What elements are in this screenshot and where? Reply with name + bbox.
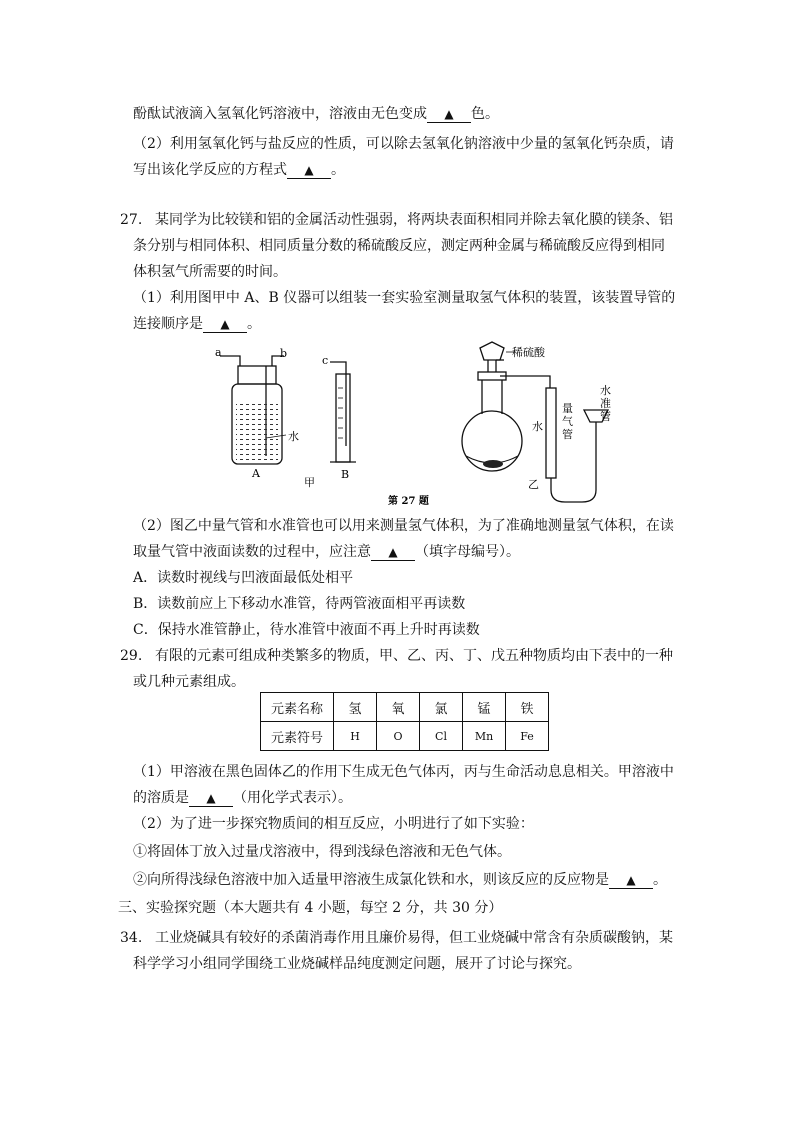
table-cell: 氯 (420, 693, 463, 722)
text-span: 。 (247, 316, 261, 332)
text-line: （2）为了进一步探究物质间的相互反应，小明进行了如下实验： (133, 816, 534, 832)
table-cell: H (334, 722, 377, 751)
apparatus-figure (210, 338, 630, 510)
table-cell: 氢 (334, 693, 377, 722)
answer-blank: ▲ (203, 316, 247, 333)
option-a: A．读数时视线与凹液面最低处相平 (133, 570, 354, 586)
text-span: ②向所得浅绿色溶液中加入适量甲溶液生成氯化铁和水，则该反应的反应物是 (133, 872, 609, 888)
text-span: 取量气管中液面读数的过程中，应注意 (133, 544, 371, 560)
text-line: （1）甲溶液在黑色固体乙的作用下生成无色气体丙，丙与生命活动息息相关。甲溶液中 (133, 764, 674, 780)
text-line (133, 870, 667, 890)
label-a: a (215, 346, 222, 359)
figure-caption: 第 27 题 (388, 496, 429, 507)
gas-tube-label-2: 气 (562, 415, 573, 428)
element-table (260, 692, 549, 751)
text-line: 某同学为比较镁和铝的金属活动性强弱，将两块表面积相同并除去氧化膜的镁条、铝 (155, 212, 673, 228)
section-heading: 三、实验探究题（本大题共有 4 小题，每空 2 分，共 30 分） (118, 900, 503, 916)
text-span: 色。 (471, 106, 499, 122)
table-row (261, 722, 549, 751)
level-tube-label-3: 管 (600, 410, 611, 423)
level-tube-label-2: 准 (600, 397, 611, 410)
text-line: 体积氢气所需要的时间。 (133, 264, 287, 280)
text-line (133, 104, 499, 124)
table-header-cell: 元素名称 (261, 693, 334, 722)
text-line: 有限的元素可组成种类繁多的物质，甲、乙、丙、丁、戊五种物质均由下表中的一种 (155, 648, 673, 664)
answer-blank: ▲ (427, 106, 471, 123)
water-label-2: 水 (532, 420, 543, 433)
text-line: 条分别与相同体积、相同质量分数的稀硫酸反应，测定两种金属与稀硫酸反应得到相同 (133, 238, 665, 254)
label-A: A (252, 467, 260, 480)
text-line (133, 160, 345, 180)
table-row (261, 693, 549, 722)
text-line: （2）利用氢氧化钙与盐反应的性质，可以除去氢氧化钠溶液中少量的氢氧化钙杂质，请 (133, 136, 674, 152)
table-header-cell: 元素符号 (261, 722, 334, 751)
text-line: 工业烧碱具有较好的杀菌消毒作用且廉价易得，但工业烧碱中常含有杂质碳酸钠，某 (155, 930, 673, 946)
water-label: 水 (288, 430, 299, 443)
water-texture (236, 400, 278, 460)
question-number: 34. (120, 930, 143, 946)
text-span: 连接顺序是 (133, 316, 203, 332)
text-span: （填字母编号）。 (415, 544, 520, 560)
label-c: c (322, 354, 329, 367)
text-line: 或几种元素组成。 (133, 674, 245, 690)
text-line (133, 542, 520, 562)
text-line: ①将固体丁放入过量戊溶液中，得到浅绿色溶液和无色气体。 (133, 844, 511, 860)
table-cell: O (377, 722, 420, 751)
answer-blank: ▲ (609, 872, 653, 889)
table-cell: Fe (506, 722, 549, 751)
metal-sample (483, 460, 503, 468)
question-number: 29. (120, 648, 143, 664)
answer-blank: ▲ (371, 544, 415, 561)
answer-blank: ▲ (287, 162, 331, 179)
question-number: 27. (120, 212, 143, 228)
label-b: b (280, 347, 288, 360)
table-cell: Cl (420, 722, 463, 751)
label-B: B (341, 468, 350, 481)
table-cell: 锰 (463, 693, 506, 722)
level-tube-label-1: 水 (600, 384, 611, 397)
graduated-tube-B (330, 362, 356, 462)
text-span: 酚酞试液滴入氢氧化钙溶液中，溶液由无色变成 (133, 106, 427, 122)
option-c: C．保持水准管静止，待水准管中液面不再上升时再读数 (133, 622, 480, 638)
text-line (133, 788, 352, 808)
label-jia: 甲 (304, 476, 315, 489)
text-line: （1）利用图甲中 A、B 仪器可以组装一套实验室测量取氢气体积的装置，该装置导管的 (133, 290, 676, 306)
text-span: 的溶质是 (133, 790, 189, 806)
acid-label: 稀硫酸 (512, 346, 545, 359)
table-cell: Mn (463, 722, 506, 751)
text-line (133, 314, 261, 334)
label-yi: 乙 (528, 478, 539, 491)
gas-tube-label-3: 管 (562, 428, 573, 441)
text-span: 写出该化学反应的方程式 (133, 162, 287, 178)
option-b: B．读数前应上下移动水准管，待两管液面相平再读数 (133, 596, 466, 612)
text-span: 。 (331, 162, 345, 178)
text-line: 科学学习小组同学围绕工业烧碱样品纯度测定问题，展开了讨论与探究。 (133, 956, 581, 972)
table-cell: 铁 (506, 693, 549, 722)
table-cell: 氧 (377, 693, 420, 722)
text-line: （2）图乙中量气管和水准管也可以用来测量氢气体积，为了准确地测量氢气体积，在读 (133, 518, 674, 534)
text-span: 。 (653, 872, 667, 888)
text-span: （用化学式表示）。 (233, 790, 352, 806)
gas-tube-label-1: 量 (562, 402, 573, 415)
answer-blank: ▲ (189, 790, 233, 807)
